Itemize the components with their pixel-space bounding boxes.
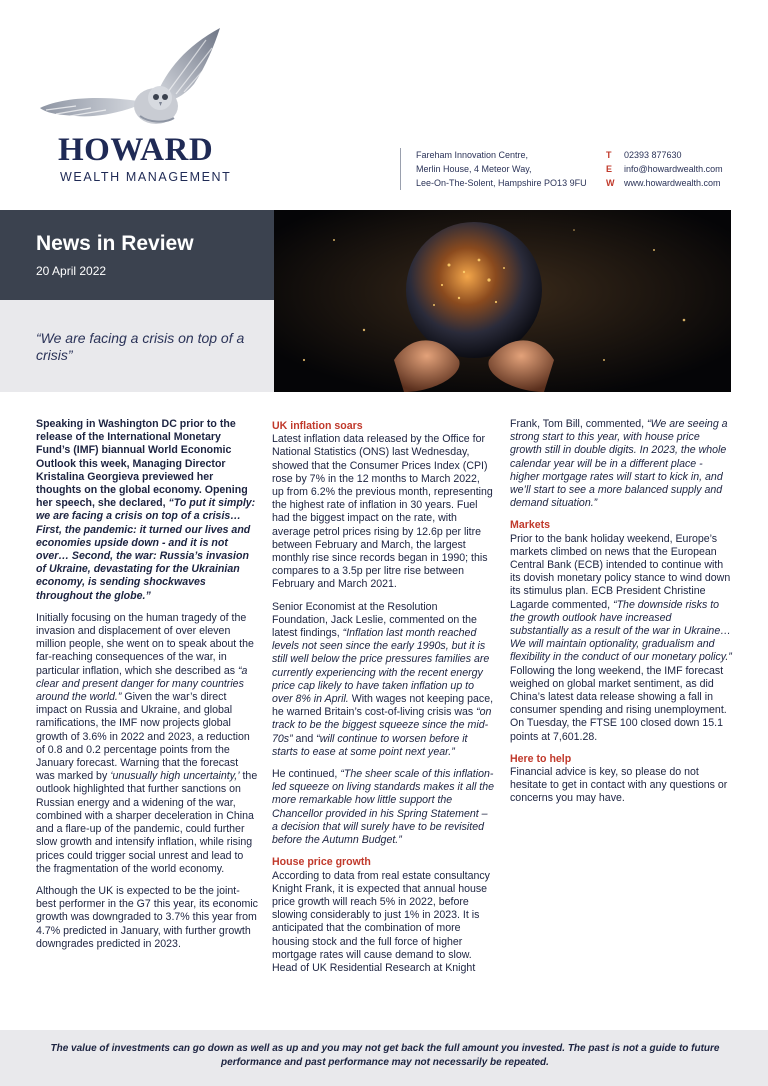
article-column-3 [510,418,732,815]
section-heading-markets [510,519,732,532]
paragraph-text: it [337,882,344,895]
paragraph-quote: a [620,457,627,470]
paragraph-text: Latest inflation data released by the Office for National Statistics (ONS) last Wednesday, showed that the Consumer Prices Index (CPI) rose by 7% in the 12 months to March 2022, up from 6.2% the previous month, representing the highest rate of inflation in 30 years. Fuel had the biggest impact on the rate, with average petrol prices rising by 12.6p per litre between February and March, the largest monthly rise since records began in 1990; this compares to a 3.5p per litre rise between February and March 2021. [272,433,493,591]
paragraph-text: Tom [542,418,563,430]
paragraph-quote: ‘unusually high uncertainty,’ [110,770,240,783]
paragraph-text: Frank, [510,418,541,430]
paragraph-quote: this [577,431,595,444]
paragraph-text: cause [363,948,393,961]
paragraph-quote: are [669,418,685,430]
phone-key: T [606,150,612,160]
paragraph-text: that [326,922,344,935]
paragraph-text: higher [432,935,463,948]
page-title: News in Review [36,232,194,255]
paragraph-text: anticipated [272,922,324,935]
paragraph-text: growth [297,895,330,908]
paragraph-text: Markets [510,519,551,532]
article-paragraph [510,533,732,744]
paragraph-quote: still [544,444,561,457]
paragraph-quote: start [542,431,564,444]
paragraph-text: rates [319,948,344,961]
paragraph-quote: price [676,431,700,444]
paragraph-text: stock [312,935,337,948]
paragraph-text: slow. [448,948,472,961]
lead-quote: “To put it simply: we are facing a crisis on top of a crisis… First, the pandemic: it turned our lives and economies upside down - and it is not over… Second, the war: Russia’s invasion of Ukraine, devastating for the Ukrainian economy, is sending shockwaves throughout the globe.” [36,497,256,602]
paragraph-text: UK inflation soars [272,420,363,432]
section-heading-uk-inflation [272,420,494,433]
paragraph-quote: “We [647,418,667,430]
article-column-1 [36,418,258,960]
paragraph-quote: start [634,470,655,483]
paragraph-text: and [339,935,358,948]
paragraph-text: of [300,961,310,974]
article-paragraph [272,601,494,759]
pull-quote-box [0,300,274,392]
paragraph-text: 2022, [409,895,436,908]
paragraph-quote: rates [590,470,614,483]
footer-disclaimer-bar [0,1030,768,1086]
paragraph-text: will [346,948,361,961]
paragraph-text: Initially focusing on the human tragedy of the invasion and displacement of over eleven million people, she went on to speak about the far-reaching consequences of the war, in particular inflation, which she described as [36,611,254,677]
paragraph-quote: - [699,457,703,470]
website-link[interactable]: www.howardwealth.com [624,178,721,188]
paragraph-quote: in [609,457,618,470]
paragraph-text: Following the long weekend, the IMF forecast weighed on global market sentiment, as did China’s latest data release showing a fall in consumer spending and rising unemployment. On Tuesday, the FTSE 100 closed down 15.1 points at 7,601.28. [510,664,727,743]
paragraph-quote: balanced [624,484,668,497]
paragraph-quote: higher [510,470,540,483]
paragraph-quote: will [616,470,632,483]
paragraph-quote: a [588,484,595,497]
email-link[interactable]: info@howardwealth.com [624,164,723,174]
paragraph-quote: in, [690,470,703,483]
paragraph-text: Knight [445,961,476,974]
paragraph-quote: see [568,484,587,497]
paragraph-text: the outlook highlighted that further sanctions on Russian energy and a widening of the war, combined with a sharper deceleration in China and a flare-up of the pandemic, could further slow growth and intensify inflation, while rising prices could trigger social unrest and lead to the fragmentation of the world economy. [36,770,258,875]
hero-image-globe-in-hands [274,210,731,392]
paragraph-quote: kick [669,470,688,483]
office-address [400,148,587,190]
paragraph-text: Frank, [305,882,336,895]
article-paragraph [272,870,494,976]
paragraph-quote: we’ll [510,484,531,497]
paragraph-text: combination [364,922,422,935]
globe-in-hands-image [274,210,731,392]
paragraph-quote: whole [698,444,727,457]
paragraph-text: house [458,882,488,895]
paragraph-text: from [357,869,379,882]
paragraph-text: to [322,869,331,882]
paragraph-quote: the [680,444,696,457]
paragraph-quote: to [557,484,566,497]
paragraph-quote: demand [510,497,549,510]
paragraph-text: Research [385,961,431,974]
paragraph-quote: calendar [510,457,551,470]
paragraph-text: Knight [272,882,303,895]
paragraph-text: and [292,732,317,745]
paragraph-quote: and [705,470,723,483]
paragraph-quote: “Inflation last month reached levels not seen since the early 1990s, but it is still well below the price pressures families are currently experiencing with the recent energy price cap likely to have taken inflation up to over 8% in April. [272,627,490,706]
paragraph-text: Prior to the bank holiday weekend, Europe’s markets climbed on news that the European Central Bank (ECB) intended to continue with its dovish monetary policy stance to wind down its stimulus plan. ECB President Christine Lagarde commented, [510,532,731,611]
paragraph-text: consultancy [434,869,490,882]
paragraph-text: 2023. [433,909,460,922]
paragraph-text: force [394,935,419,948]
paragraph-text: annual [423,882,456,895]
paragraph-quote: “on track to be the biggest squeeze since the mid-70s” [272,706,492,745]
paragraph-text: considerably [310,909,370,922]
paragraph-text: Senior Economist at the Resolution Foundation, Jack Leslie, commented on the latest findings, [272,600,477,640]
paragraph-quote: will [577,457,592,470]
website-row [606,176,723,190]
paragraph-quote: place [670,457,697,470]
paragraph-quote: “a clear and present danger for many countries around the world.” [36,664,248,704]
owl-icon [36,26,236,130]
paragraph-text: commented, [585,418,645,430]
phone-number[interactable]: 02393 877630 [624,150,682,160]
article-lead [36,418,258,603]
paragraph-text: According [272,869,320,882]
paragraph-quote: different [629,457,668,470]
paragraph-text: expected [356,882,400,895]
paragraph-text: Head [272,961,298,974]
disclaimer-text: The value of investments can go down as well as up and you may not get back the full amount you invested. The past is not a guide to future performance and past performance may not necessarily be repeated. [50,1043,720,1068]
paragraph-quote: In [639,444,649,457]
article-paragraph [272,768,494,847]
paragraph-text: of [421,935,430,948]
pull-quote: “We are facing a crisis on top of a crisis” [36,330,245,363]
paragraph-text: It [462,909,469,922]
paragraph-quote: supply [670,484,702,497]
paragraph-quote: start [533,484,555,497]
paragraph-quote: more [597,484,622,497]
paragraph-text: of [424,922,434,935]
paragraph-quote: house [644,431,674,444]
article-paragraph [272,433,494,591]
paragraph-text: Bill, [565,418,583,430]
paragraph-text: estate [402,869,432,882]
paragraph-text: Financial advice is key, so please do not hesitate to get in contact with any questions or concerns you may have. [510,766,728,805]
paragraph-quote: situation.” [551,497,598,510]
paragraph-text: UK [312,961,327,974]
paragraph-quote: “The sheer scale of this inflation-led squeeze on living standards makes it all the more remarkable how little support the Chancellor provided in his Spring Statement – a decision that will surely have to be revisited before the Autumn Budget.” [272,768,495,847]
paragraph-text: price [272,895,295,908]
paragraph-text: housing [272,935,310,948]
paragraph-text: Here to help [510,752,572,765]
section-heading-here-to-help [510,753,732,766]
brand-subtitle: WEALTH MANAGEMENT [60,170,232,184]
paragraph-text: With wages not keeping pace, he warned Britain’s cost-of-living crisis was [272,693,494,719]
paragraph-quote: seeing [687,418,719,430]
paragraph-text: will [332,895,348,908]
paragraph-text: mortgage [272,948,317,961]
paragraph-quote: and [704,484,723,497]
paragraph-text: full [378,935,392,948]
article-paragraph: Although the UK is expected to be the joint-best performer in the G7 this year, its economic growth was downgraded to 3.7% this year from 4.7% predicted in January, with further growth downgrades predicted in 2023. [36,884,258,950]
paragraph-quote: “will continue to worsen before it starts to ease at some point next year.” [272,732,468,758]
paragraph-quote: digits. [608,444,637,457]
paragraph-text: 1% [403,909,420,922]
paragraph-quote: in [563,444,572,457]
paragraph-quote: year [553,457,575,470]
article-paragraph [510,766,732,806]
paragraph-text: is [346,882,354,895]
paragraph-quote: a [721,418,728,430]
paragraph-quote: to [565,431,575,444]
brand-name: HOWARD [58,132,214,168]
website-key: W [606,178,615,188]
paragraph-text: in [398,895,407,908]
address-line: Lee-On-The-Solent, Hampshire PO13 9FU [416,178,587,188]
paragraph-text: is [471,909,480,922]
paragraph-quote: “The downside risks to the growth outlook have increased substantially as a result of the war in Ukraine… We will maintain optionality, gradualism and flexibility in the conduct of our monetary policy.” [510,598,732,664]
lead-text: Speaking in Washington DC prior to the release of the International Monetary Fund’s (IMF) biannual World Economic Outlook this week, Managing Director Kristalina Georgieva previewed her thoughts on the global economy. Opening her speech, she declared, [36,418,248,510]
howard-logo [36,26,236,186]
paragraph-text: before [438,895,469,908]
paragraph-quote: to [657,470,667,483]
section-heading-house-price-growth [272,856,494,869]
paragraph-text: the [346,922,362,935]
paragraph-text: at [433,961,443,974]
paragraph-text: reach [350,895,377,908]
paragraph-text: to [372,909,382,922]
paragraph-text: in [422,909,431,922]
paragraph-text: the [360,935,376,948]
paragraph-text: that [402,882,421,895]
paragraph-quote: year, [597,431,621,444]
paragraph-text: 5% [379,895,396,908]
email-row [606,162,723,176]
title-banner [0,210,274,300]
paragraph-text: He continued, [272,768,341,781]
paragraph-text: to [436,948,446,961]
paragraph-quote: be [594,457,607,470]
paragraph-text: House price growth [272,856,371,869]
email-key: E [606,164,613,174]
paragraph-quote: mortgage [542,470,588,483]
contact-details [606,148,723,190]
article-column-2 [272,418,494,984]
article-paragraph [36,612,258,876]
paragraph-text: demand [395,948,434,961]
paragraph-text: real [381,869,400,882]
phone-row [606,148,723,162]
paragraph-quote: with [623,431,642,444]
article-paragraph-continued [510,418,732,510]
paragraph-quote: double [574,444,607,457]
paragraph-quote: growth [510,444,542,457]
paragraph-text: Given the war’s direct impact on Russia and Ukraine, and global ramifications, the IMF now projects global growth of 3.6% in 2022 and 2023, a reduction of 0.8 and 0.2 percentage points from the January forecast. Warning that the forecast was marked by [36,691,250,783]
paragraph-text: more [436,922,461,935]
address-line: Merlin House, 4 Meteor Way, [416,164,532,174]
paragraph-text: just [384,909,402,922]
paragraph-text: Residential [329,961,383,974]
issue-date: 20 April 2022 [36,264,107,278]
paragraph-text: slowing [272,909,308,922]
paragraph-quote: 2023, [651,444,678,457]
paragraph-quote: strong [510,431,540,444]
address-line: Fareham Innovation Centre, [416,150,529,160]
paragraph-text: data [333,869,355,882]
